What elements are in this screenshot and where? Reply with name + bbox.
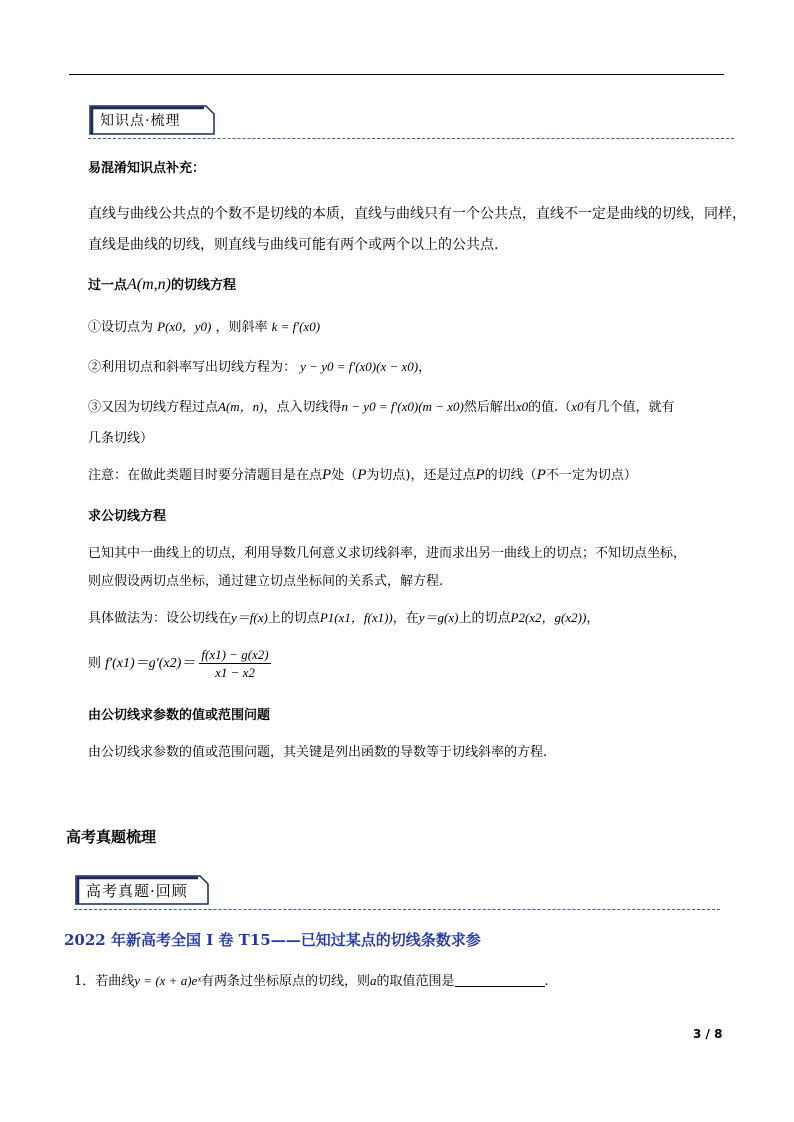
step1-point: P(x0，y0) (157, 319, 212, 334)
method-p1: P1(x1，f(x1)) (319, 610, 393, 625)
question-1 (74, 972, 549, 991)
method-f2: y＝g(x) (418, 610, 459, 625)
through-point-point: A(m,n) (127, 276, 171, 293)
method-f1: y＝f(x) (231, 610, 268, 625)
note (88, 466, 637, 485)
step3-formula: n − y0 = f′(x0)(m − x0) (341, 399, 464, 414)
step2-formula: y − y0 = f′(x0)(x − x0) (300, 359, 419, 374)
method-b: 上的切点 (267, 611, 320, 626)
common-line2: 则应假设两切点坐标，通过建立切点坐标间的关系式，解方程. (88, 574, 444, 589)
method-c: ，在 (392, 611, 419, 626)
exam-divider (74, 909, 720, 910)
step3-e: 有几个值，就有 (583, 400, 675, 415)
step-3-line1 (88, 398, 675, 417)
exam-tag-label: 高考真题·回顾 (86, 882, 188, 900)
question-formula: y = (x + a)eˣ (134, 973, 201, 988)
question-b: 的取值范围是 (376, 974, 455, 989)
step-1 (88, 318, 320, 337)
method-line (88, 609, 599, 628)
fraction-denominator: x1 − x2 (215, 665, 255, 680)
step1-middle: ，则斜率 (215, 320, 268, 335)
note-c: 为切点)，还是过点 (366, 468, 476, 483)
fraction (199, 646, 270, 681)
note-p1: P (322, 467, 332, 483)
through-point-heading (88, 276, 236, 295)
through-point-prefix: 过一点 (88, 278, 128, 293)
question-var: a (369, 973, 377, 988)
fraction-numerator: f(x1) − g(x2) (201, 647, 269, 662)
method-a: 具体做法为：设公切线在 (88, 611, 232, 626)
note-b: 处（ (331, 468, 358, 483)
page-number: 3 / 8 (693, 1027, 723, 1041)
step1-formula: k = f′(x0) (271, 319, 321, 334)
common-line1: 已知其中一曲线上的切点，利用导数几何意义求切线斜率，进而求出另一曲线上的切点；不知切点坐标， (88, 546, 687, 561)
step2-end: ， (418, 360, 432, 375)
step3-point: A(m，n) (218, 399, 264, 414)
note-e: 不一定为切点） (545, 468, 637, 483)
note-d: 的切线（ (484, 468, 537, 483)
note-p2: P (357, 467, 367, 483)
supplement-heading: 易混淆知识点补充： (88, 161, 206, 176)
step-2 (88, 358, 431, 377)
step3-c: 然后解出 (463, 400, 516, 415)
note-p3: P (475, 467, 485, 483)
step1-text: ①设切点为 (88, 320, 154, 335)
step3-d: 的值.（ (528, 400, 572, 415)
step2-text: ②利用切点和斜率写出切线方程为： (88, 360, 297, 375)
question-a: 有两条过坐标原点的切线，则 (200, 974, 370, 989)
note-a: 注意：在做此类题目时要分清题目是在点 (88, 468, 323, 483)
then-formula (88, 646, 271, 682)
param-heading: 由公切线求参数的值或范围问题 (88, 708, 271, 723)
method-d: 上的切点 (458, 611, 511, 626)
step3-var: x0 (515, 399, 529, 414)
through-point-suffix: 的切线方程 (171, 278, 237, 293)
question-num: 1．若曲线 (74, 974, 135, 989)
method-e: ， (586, 611, 600, 626)
param-line: 由公切线求参数的值或范围问题，其关键是列出函数的导数等于切线斜率的方程. (88, 745, 548, 760)
header-rule (69, 74, 724, 75)
exam-tag (74, 874, 214, 904)
knowledge-divider (88, 138, 734, 139)
para1-line1: 直线与曲线公共点的个数不是切线的本质，直线与曲线只有一个公共点，直线不一定是曲线的切线，同样， (88, 206, 746, 222)
para1-line2: 直线是曲线的切线，则直线与曲线可能有两个或两个以上的公共点. (88, 237, 499, 253)
method-p2: P2(x2，g(x2)) (510, 610, 587, 625)
answer-blank[interactable] (455, 974, 545, 987)
knowledge-tag-label: 知识点·梳理 (100, 113, 181, 129)
exam-title: 2022 年新高考全国 I 卷 T15——已知过某点的切线条数求参 (64, 931, 481, 949)
step-3-line2: 几条切线） (88, 431, 154, 446)
knowledge-tag (88, 104, 218, 134)
step3-a: ③又因为切线方程过点 (88, 400, 219, 415)
step3-b: ，点入切线得 (263, 400, 342, 415)
section-title: 高考真题梳理 (66, 828, 157, 846)
then-lhs: f′(x1)＝g′(x2)＝ (105, 656, 196, 671)
common-tangent-heading: 求公切线方程 (88, 509, 167, 524)
note-p4: P (536, 467, 546, 483)
then-a: 则 (88, 656, 102, 671)
step3-var2: x0 (571, 399, 584, 414)
question-end: . (544, 974, 549, 989)
